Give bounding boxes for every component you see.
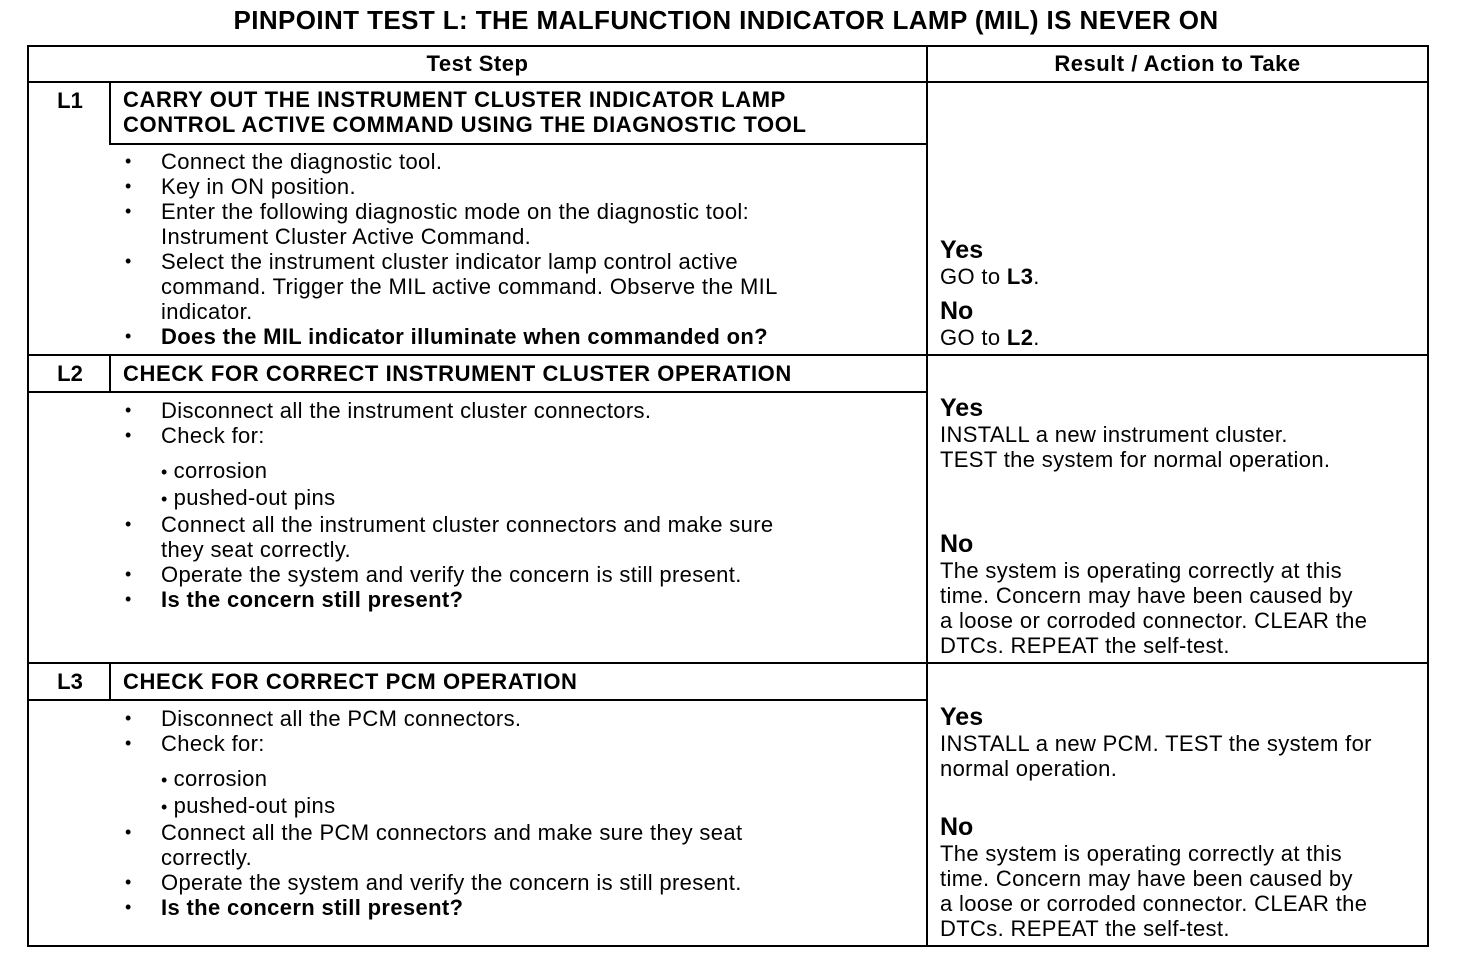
step-title-l3: CHECK FOR CORRECT PCM OPERATION [123, 669, 578, 694]
l3-title-divider [29, 699, 927, 701]
instruction-item: • Is the concern still present? [125, 895, 742, 920]
header-divider [29, 81, 1427, 83]
step-id-l3: L3 [57, 669, 83, 694]
instruction-item: • Operate the system and verify the concern is still present. [125, 870, 742, 895]
yes-label-l1: Yes [940, 236, 984, 264]
instruction-item: • Disconnect all the instrument cluster connectors. [125, 398, 774, 423]
step-title-line: CARRY OUT THE INSTRUMENT CLUSTER INDICATOR LAMP [123, 87, 786, 112]
check-item: • pushed-out pins [125, 485, 774, 512]
step-instructions-l3 [125, 706, 742, 920]
yes-action-l3: INSTALL a new PCM. TEST the system for normal operation. [940, 731, 1372, 781]
test-step-header: Test Step [426, 51, 529, 76]
instruction-item: • Check for: [125, 423, 774, 448]
no-label-l1: No [940, 297, 974, 325]
instruction-item: • Check for: [125, 731, 742, 756]
yes-label-l2: Yes [940, 394, 984, 422]
yes-action-l1: GO to L3. [940, 264, 1040, 289]
pinpoint-test-table [27, 45, 1429, 947]
step-title-l2: CHECK FOR CORRECT INSTRUMENT CLUSTER OPERATION [123, 361, 792, 386]
instruction-item: • Operate the system and verify the concern is still present. [125, 562, 774, 587]
instruction-item: • Enter the following diagnostic mode on the diagnostic tool: Instrument Cluster Active Command. [125, 199, 778, 249]
column-divider [926, 47, 928, 945]
check-item: • pushed-out pins [125, 793, 742, 820]
instruction-item: • Key in ON position. [125, 174, 778, 199]
no-label-l3: No [940, 813, 974, 841]
l2-title-divider [29, 391, 927, 393]
instruction-item: • Does the MIL indicator illuminate when commanded on? [125, 324, 778, 349]
instruction-item: • Connect all the PCM connectors and make sure they seat correctly. [125, 820, 742, 870]
l2-l3-divider [29, 662, 1427, 664]
step-id-l1: L1 [57, 88, 83, 113]
step-instructions-l2 [125, 398, 774, 612]
page-title: PINPOINT TEST L: THE MALFUNCTION INDICATOR LAMP (MIL) IS NEVER ON [233, 5, 1219, 35]
yes-action-l2: INSTALL a new instrument cluster. TEST the system for normal operation. [940, 422, 1331, 472]
yes-label-l3: Yes [940, 703, 984, 731]
no-label-l2: No [940, 530, 974, 558]
step-title-l1 [123, 87, 807, 137]
result-header: Result / Action to Take [1054, 51, 1301, 76]
l1-title-divider [109, 143, 927, 145]
instruction-item: • Is the concern still present? [125, 587, 774, 612]
check-item: • corrosion [125, 458, 774, 485]
instruction-item: • Connect all the instrument cluster connectors and make sure they seat correctly. [125, 512, 774, 562]
step-instructions-l1 [125, 149, 778, 349]
no-action-l2: The system is operating correctly at this time. Concern may have been caused by a loose or corroded connector. CLEAR the DTCs. REPEAT the self-test. [940, 558, 1368, 658]
no-action-l3: The system is operating correctly at this time. Concern may have been caused by a loose or corroded connector. CLEAR the DTCs. REPEAT the self-test. [940, 841, 1368, 941]
instruction-item: • Connect the diagnostic tool. [125, 149, 778, 174]
no-action-l1: GO to L2. [940, 325, 1040, 350]
instruction-item: • Select the instrument cluster indicator lamp control active command. Trigger the MIL active command. Observe the MIL indicator. [125, 249, 778, 324]
check-item: • corrosion [125, 766, 742, 793]
instruction-item: • Disconnect all the PCM connectors. [125, 706, 742, 731]
l1-l2-divider [29, 354, 1427, 356]
step-title-line: CONTROL ACTIVE COMMAND USING THE DIAGNOSTIC TOOL [123, 112, 807, 137]
step-id-l2: L2 [57, 361, 83, 386]
